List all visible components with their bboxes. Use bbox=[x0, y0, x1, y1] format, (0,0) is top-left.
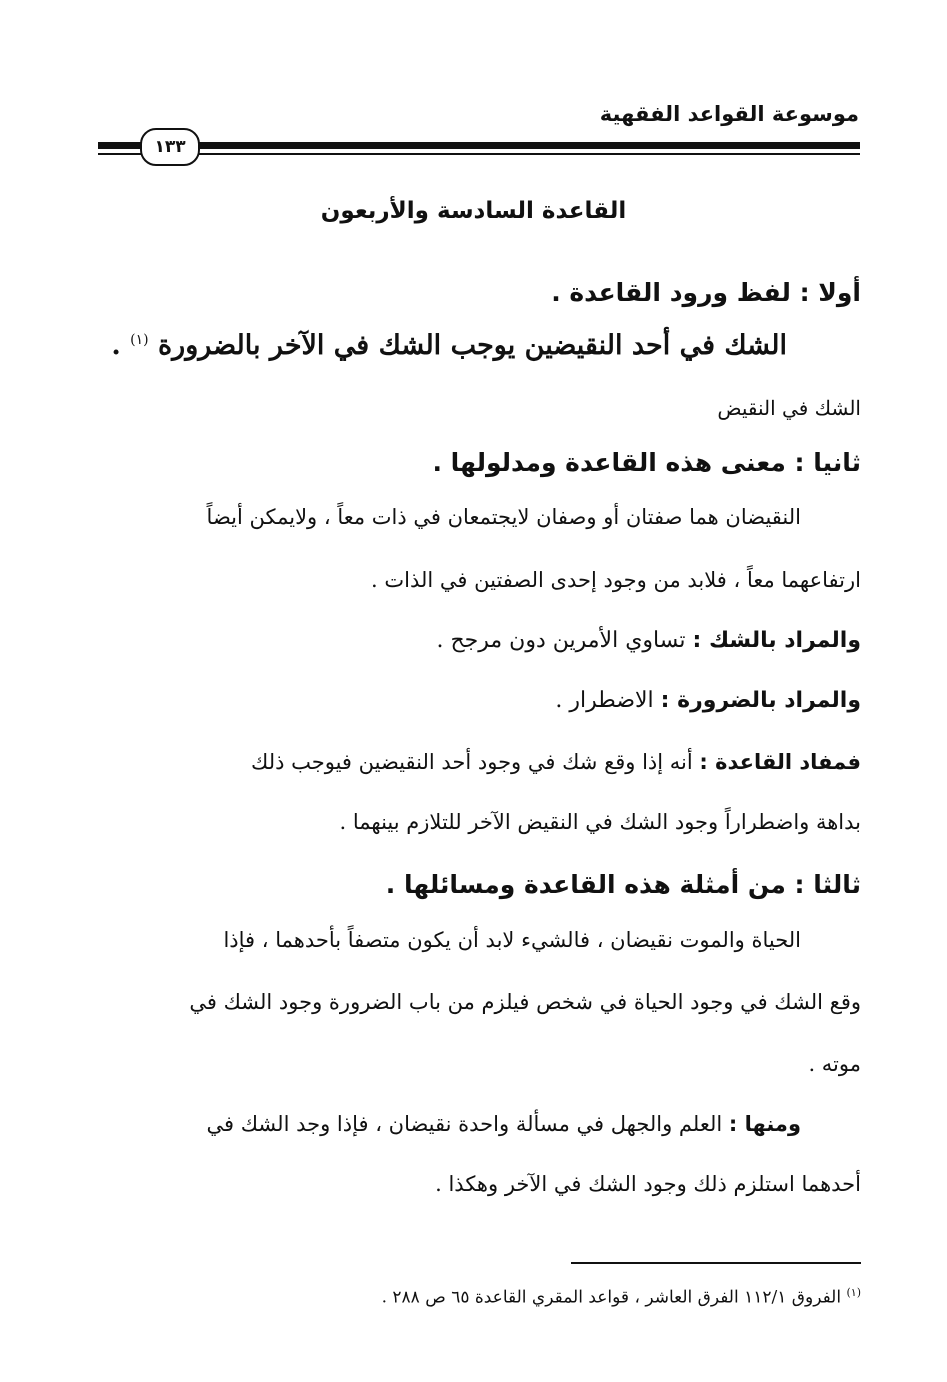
alternate-wording: الشك في النقيض bbox=[717, 396, 861, 420]
definition-text: تساوي الأمرين دون مرجح . bbox=[436, 628, 693, 653]
example-text: العلم والجهل في مسألة واحدة نقيضان ، فإذا وجد الشك في bbox=[206, 1112, 729, 1136]
header-rule-thin bbox=[98, 153, 860, 155]
rule-title: القاعدة السادسة والأربعون bbox=[320, 198, 627, 224]
paragraph-line: وقع الشك في وجود الحياة في شخص فيلزم من باب الضرورة وجود الشك في bbox=[189, 990, 861, 1014]
paragraph-line: موته . bbox=[808, 1052, 861, 1076]
section-heading-first: أولا : لفظ ورود القاعدة . bbox=[551, 278, 861, 307]
rule-meaning bbox=[96, 750, 861, 774]
paragraph-line: النقيضان هما صفتان أو وصفان لايجتمعان في ذات معاً ، ولايمكن أيضاً bbox=[206, 505, 801, 529]
example-second bbox=[96, 1112, 801, 1136]
definition-term: فمفاد القاعدة : bbox=[699, 750, 861, 774]
footnote bbox=[96, 1286, 861, 1308]
paragraph-line: بداهة واضطراراً وجود الشك في النقيض الآخر للتلازم بينهما . bbox=[339, 810, 861, 834]
definition-doubt bbox=[96, 628, 861, 653]
rule-statement-end: . bbox=[111, 330, 131, 361]
rule-statement-text: الشك في أحد النقيضين يوجب الشك في الآخر بالضرورة bbox=[158, 330, 787, 361]
footnote-text: الفروق ١١٢/١ الفرق العاشر ، قواعد المقري القاعدة ٦٥ ص ٢٨٨ . bbox=[381, 1287, 847, 1308]
section-heading-second: ثانيا : معنى هذه القاعدة ومدلولها . bbox=[432, 448, 861, 477]
footnote-marker: (١) bbox=[130, 332, 149, 348]
paragraph-line: الحياة والموت نقيضان ، فالشيء لابد أن يكون متصفاً بأحدهما ، فإذا bbox=[223, 928, 801, 952]
paragraph-line: ارتفاعهما معاً ، فلابد من وجود إحدى الصفتين في الذات . bbox=[371, 568, 861, 592]
running-title: موسوعة القواعد الفقهية bbox=[599, 102, 859, 126]
definition-necessity bbox=[96, 688, 861, 713]
page-number: ١٣٣ bbox=[140, 128, 200, 166]
header-rule-thick bbox=[98, 142, 860, 149]
example-lead: ومنها : bbox=[728, 1112, 801, 1136]
definition-term: والمراد بالضرورة : bbox=[660, 688, 861, 713]
definition-text: أنه إذا وقع شك في وجود أحد النقيضين فيوجب ذلك bbox=[251, 750, 700, 774]
section-heading-third: ثالثا : من أمثلة هذه القاعدة ومسائلها . bbox=[385, 870, 861, 899]
footnote-rule bbox=[571, 1262, 861, 1264]
paragraph-line: أحدهما استلزم ذلك وجود الشك في الآخر وهكذا . bbox=[435, 1172, 861, 1196]
definition-term: والمراد بالشك : bbox=[692, 628, 861, 653]
rule-statement bbox=[96, 330, 787, 361]
footnote-number: (١) bbox=[846, 1286, 861, 1299]
definition-text: الاضطرار . bbox=[555, 688, 661, 713]
